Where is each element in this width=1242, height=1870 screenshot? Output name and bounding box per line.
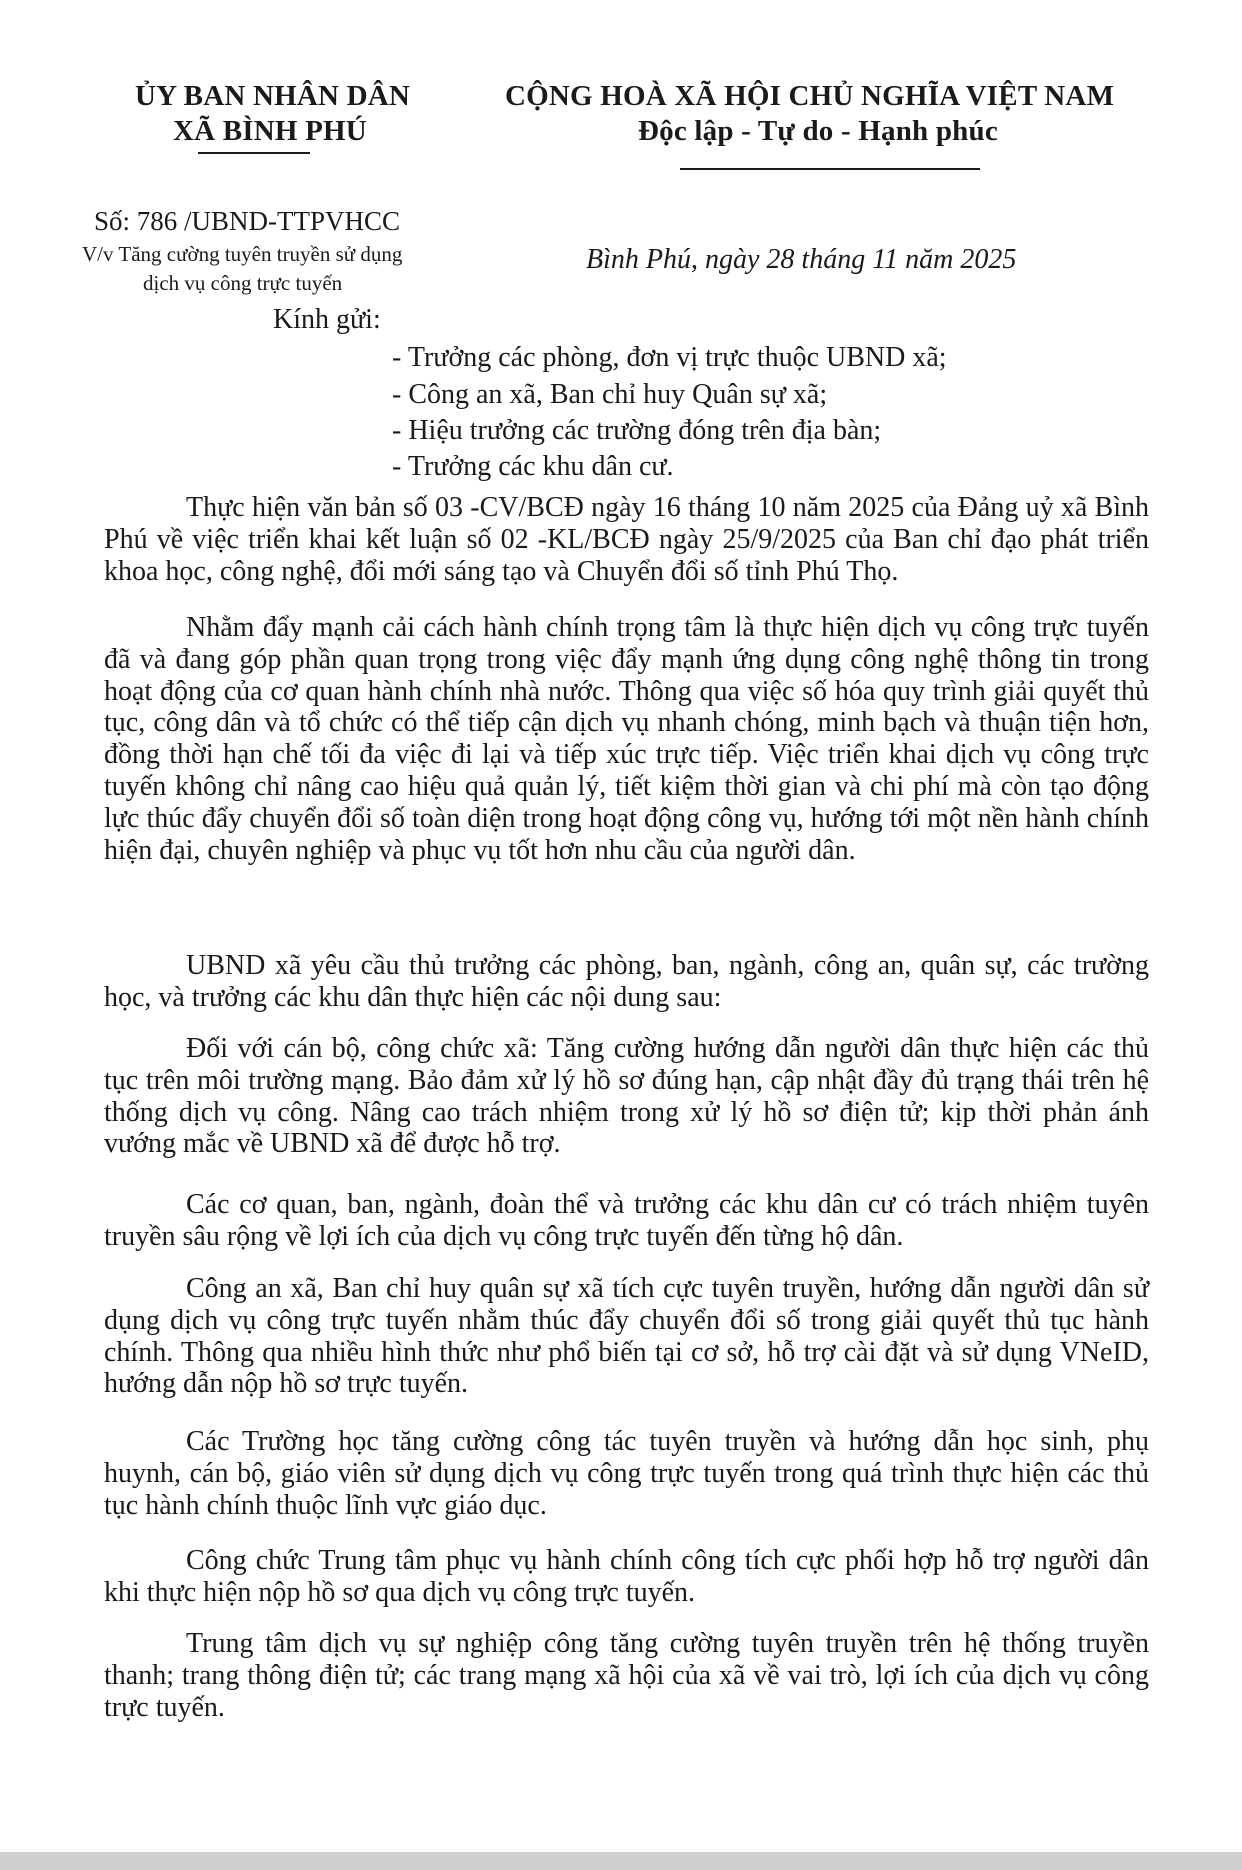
- body-paragraph: [104, 950, 1149, 1014]
- paragraph-text: Công chức Trung tâm phục vụ hành chính công tích cực phối hợp hỗ trợ người dân khi thực hiện nộp hồ sơ qua dịch vụ công trực tuyến.: [104, 1545, 1149, 1608]
- paragraph-text: Nhằm đẩy mạnh cải cách hành chính trọng tâm là thực hiện dịch vụ công trực tuyến đã và đang góp phần quan trọng trong việc đẩy mạnh ứng dụng công nghệ thông tin trong hoạt động của cơ quan hành chính nhà nước. Thông qua việc số hóa quy trình giải quyết thủ tục, công dân và tổ chức có thể tiếp cận dịch vụ nhanh chóng, minh bạch và thuận tiện hơn, đồng thời hạn chế tối đa việc đi lại và tiếp xúc trực tiếp. Việc triển khai dịch vụ công trực tuyến không chỉ nâng cao hiệu quả quản lý, tiết kiệm thời gian và chi phí mà còn tạo động lực thúc đẩy chuyển đổi số toàn diện trong hoạt động công vụ, hướng tới một nền hành chính hiện đại, chuyên nghiệp và phục vụ tốt hơn nhu cầu của người dân.: [104, 612, 1149, 866]
- place-date: Bình Phú, ngày 28 tháng 11 năm 2025: [586, 244, 1017, 275]
- paragraph-text: UBND xã yêu cầu thủ trưởng các phòng, ban, ngành, công an, quân sự, các trường học, và trưởng các khu dân thực hiện các nội dung sau:: [104, 950, 1149, 1013]
- agency-underline: [198, 152, 310, 154]
- body-paragraph: [104, 492, 1149, 587]
- paragraph-text: Trung tâm dịch vụ sự nghiệp công tăng cường tuyên truyền trên hệ thống truyền thanh; trang thông điện tử; các trang mạng xã hội của xã về vai trò, lợi ích của dịch vụ công trực tuyến.: [104, 1628, 1149, 1723]
- paragraph-text: Đối với cán bộ, công chức xã: Tăng cường hướng dẫn người dân thực hiện các thủ tục trên môi trường mạng. Bảo đảm xử lý hồ sơ đúng hạn, cập nhật đầy đủ trạng thái trên hệ thống dịch vụ công. Nâng cao trách nhiệm trong xử lý hồ sơ điện tử; kịp thời phản ánh vướng mắc về UBND xã để được hỗ trợ.: [104, 1033, 1149, 1160]
- body-paragraph: [104, 1426, 1149, 1521]
- recipient-item: - Trưởng các khu dân cư.: [392, 451, 674, 482]
- recipient-item: - Trưởng các phòng, đơn vị trực thuộc UBND xã;: [392, 342, 947, 373]
- motto-underline: [680, 168, 980, 170]
- greeting-label: Kính gửi:: [273, 304, 381, 335]
- page-edge-shadow: [0, 1852, 1242, 1870]
- paragraph-text: Các cơ quan, ban, ngành, đoàn thể và trưởng các khu dân cư có trách nhiệm tuyên truyền sâu rộng về lợi ích của dịch vụ công trực tuyến đến từng hộ dân.: [104, 1189, 1149, 1252]
- subject-line-1: V/v Tăng cường tuyên truyền sử dụng: [82, 242, 403, 266]
- recipient-item: - Hiệu trưởng các trường đóng trên địa bàn;: [392, 415, 882, 446]
- body-paragraph: [104, 612, 1149, 866]
- agency-subunit: XÃ BÌNH PHÚ: [173, 115, 367, 147]
- body-paragraph: [104, 1545, 1149, 1609]
- paragraph-text: Công an xã, Ban chỉ huy quân sự xã tích cực tuyên truyền, hướng dẫn người dân sử dụng dịch vụ công trực tuyến nhằm thúc đẩy chuyển đổi số trong giải quyết thủ tục hành chính. Thông qua nhiều hình thức như phổ biến tại cơ sở, hỗ trợ cài đặt và sử dụng VNeID, hướng dẫn nộp hồ sơ trực tuyến.: [104, 1273, 1149, 1400]
- recipient-item: - Công an xã, Ban chỉ huy Quân sự xã;: [392, 379, 828, 410]
- body-paragraph: [104, 1189, 1149, 1253]
- paragraph-text: Thực hiện văn bản số 03 -CV/BCĐ ngày 16 tháng 10 năm 2025 của Đảng uỷ xã Bình Phú về việc triển khai kết luận số 02 -KL/BCĐ ngày 25/9/2025 của Ban chỉ đạo phát triển khoa học, công nghệ, đổi mới sáng tạo và Chuyển đổi số tỉnh Phú Thọ.: [104, 492, 1149, 587]
- agency-name: ỦY BAN NHÂN DÂN: [135, 80, 411, 112]
- body-paragraph: [104, 1628, 1149, 1723]
- body-paragraph: [104, 1273, 1149, 1400]
- nation-title: CỘNG HOÀ XÃ HỘI CHỦ NGHĨA VIỆT NAM: [505, 80, 1115, 112]
- document-number: Số: 786 /UBND-TTPVHCC: [94, 206, 401, 236]
- subject-line-2: dịch vụ công trực tuyến: [143, 271, 343, 295]
- nation-motto: Độc lập - Tự do - Hạnh phúc: [638, 115, 998, 147]
- paragraph-text: Các Trường học tăng cường công tác tuyên truyền và hướng dẫn học sinh, phụ huynh, cán bộ, giáo viên sử dụng dịch vụ công trực tuyến trong quá trình thực hiện các thủ tục hành chính thuộc lĩnh vực giáo dục.: [104, 1426, 1149, 1521]
- body-paragraph: [104, 1033, 1149, 1160]
